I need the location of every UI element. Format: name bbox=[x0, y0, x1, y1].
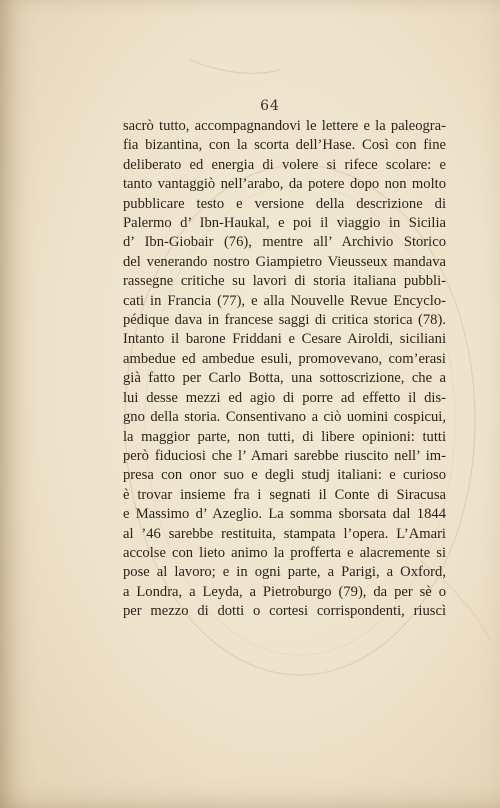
text-line: per mezzo di dotti o cortesi corrispondenti, riuscì bbox=[123, 603, 446, 620]
text-line: del venerando nostro Giampietro Vieusseux mandava bbox=[123, 253, 446, 270]
text-line: tanto vantaggiò nell’arabo, da potere dopo non molto bbox=[123, 176, 446, 193]
body-text bbox=[123, 117, 446, 622]
text-line: è trovar insieme fra i segnati il Conte di Siracusa bbox=[123, 486, 446, 503]
text-line: e Massimo d’ Azeglio. La somma sborsata dal 1844 bbox=[123, 506, 446, 523]
text-line: però fiduciosi che l’ Amari sarebbe riuscito nell’ im- bbox=[123, 447, 446, 464]
text-line: rassegne critiche su lavori di storia italiana pubbli- bbox=[123, 273, 446, 290]
text-line: sacrò tutto, accompagnandovi le lettere e la paleogra- bbox=[123, 118, 446, 134]
text-line: lui desse mezzi ed agio di porre ad effetto il dis- bbox=[123, 389, 446, 406]
text-line: fia bizantina, con la scorta dell’Hase. Così con fine bbox=[123, 137, 446, 154]
text-line: accolse con lieto animo la profferta e alacremente si bbox=[123, 544, 446, 561]
page-number: 64 bbox=[260, 98, 280, 114]
text-line: al ’46 sarebbe restituita, stampata l’opera. L’Amari bbox=[123, 525, 446, 542]
text-line: a Londra, a Leyda, a Pietroburgo (79), da per sè o bbox=[123, 583, 446, 600]
text-line: deliberato ed energia di volere si rifece scolare: e bbox=[123, 156, 446, 173]
text-line: cati in Francia (77), e alla Nouvelle Revue Encyclo- bbox=[123, 292, 446, 309]
text-line: Intanto il barone Friddani e Cesare Airoldi, siciliani bbox=[123, 331, 446, 348]
text-line: d’ Ibn-Giobair (76), mentre all’ Archivio Storico bbox=[123, 234, 446, 251]
text-line: Palermo d’ Ibn-Haukal, e poi il viaggio in Sicilia bbox=[123, 215, 446, 232]
text-line: pose al lavoro; e in ogni parte, a Parigi, a Oxford, bbox=[123, 564, 446, 581]
text-line: già fatto per Carlo Botta, una sottoscrizione, che a bbox=[123, 370, 446, 387]
text-line: gno della storia. Consentivano a ciò uomini cospicui, bbox=[123, 409, 446, 426]
text-line: pédique dava in francese saggi di critica storica (78). bbox=[123, 312, 446, 329]
text-line: pubblicare testo e versione della descrizione di bbox=[123, 195, 446, 212]
text-line: presa con onor suo e degli studj italiani: e curioso bbox=[123, 467, 446, 484]
text-line: la maggior parte, non tutti, di libere opinioni: tutti bbox=[123, 428, 446, 445]
text-line: ambedue ed ambedue esuli, promovevano, com’erasi bbox=[123, 350, 446, 367]
